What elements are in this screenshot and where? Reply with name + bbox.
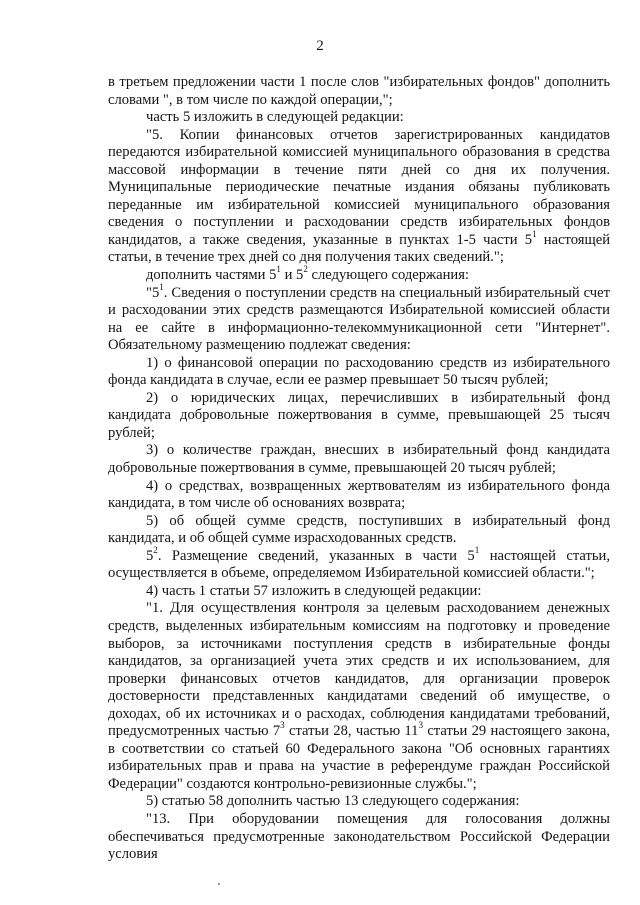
superscript-index: 3 [418, 720, 423, 731]
paragraph: $5^2$. Размещение сведений, указанных в части $5^1$ настоящей статьи, осуществляется в объеме, определяемом Избирательной комиссией области."; [108, 545, 610, 582]
paragraph: "5. Копии финансовых отчетов зарегистрированных кандидатов передаются избирательной комиссией муниципального образования в средства массовой информации в течение пяти дней со дня их получения. Муниципальные периодические печатные издания обязаны публиковать переданные им избирательной комиссией муниципального образования сведения о поступлении и расходовании средств избирательных фондов кандидатов, а также сведения, указанные в пунктах 1-5 части $5^1$ настоящей статьи, в течение трех дней со дня получения таких сведений."; [108, 126, 610, 266]
paragraph: 4) о средствах, возвращенных жертвователям из избирательного фонда кандидата, в том числе об основаниях возврата; [108, 477, 610, 512]
superscript-index: 2 [303, 264, 308, 275]
scan-speck [218, 883, 220, 885]
paragraph: 4) часть 1 статьи 57 изложить в следующей редакции: [146, 582, 482, 599]
paragraph: 5) статью 58 дополнить частью 13 следующего содержания: [146, 793, 520, 810]
paragraph: 1) о финансовой операции по расходованию средств из избирательного фонда кандидата в случае, если ее размер превышает 50 тысяч рублей; [108, 354, 610, 389]
superscript-index: 2 [153, 545, 158, 556]
superscript-index: 3 [280, 720, 285, 731]
paragraph: 5) об общей сумме средств, поступивших в избирательный фонд кандидата, и об общей сумме израсходованных средств. [108, 512, 610, 547]
superscript-index: 1 [276, 264, 281, 275]
superscript-index: 1 [474, 545, 480, 556]
paragraph: в третьем предложении части 1 после слов "избирательных фондов" дополнить словами ", в том числе по каждой операции,"; [108, 74, 610, 108]
page-number: 2 [316, 38, 324, 54]
paragraph: дополнить частями $5^1$ и $5^2$ следующего содержания: [146, 264, 469, 284]
paragraph: 2) о юридических лицах, перечисливших в избирательный фонд кандидата добровольные пожертвования в сумме, превышающей 25 тысяч рублей; [108, 389, 610, 441]
paragraph: "$5^1$. Сведения о поступлении средств на специальный избирательный счет и расходовании этих средств размещаются Избирательной комиссией области на ее сайте в информационно-телекоммуникационной сети "Интернет". Обязательному размещению подлежат сведения: [108, 281, 610, 354]
paragraph: "13. При оборудовании помещения для голосования должны обеспечиваться предусмотренные законодательством Российской Федерации условия [108, 810, 610, 863]
paragraph: часть 5 изложить в следующей редакции: [146, 109, 404, 126]
paragraph: 3) о количестве граждан, внесших в избирательный фонд кандидата добровольные пожертвования в сумме, превышающей 20 тысяч рублей; [108, 442, 610, 477]
paragraph: "1. Для осуществления контроля за целевым расходованием денежных средств, выделенных избирательным комиссиям на подготовку и проведение выборов, за источниками поступления средств в избирательные фонды кандидатов, за организацией учета этих средств и их использованием, для проверки финансовых отчетов кандидатов, для организации проверок достоверности представленных кандидатами сведений об имуществе, о доходах, об их источниках и о расходах, соблюдения кандидатами требований, предусмотренных частью $7^3$ статьи 28, частью $11^3$ статьи 29 настоящего закона, в соответствии со статьей 60 Федерального закона "Об основных гарантиях избирательных прав и права на участие в референдуме граждан Российской Федерации" создаются контрольно-ревизионные службы."; [108, 600, 610, 792]
document-body [108, 74, 610, 864]
superscript-index: 1 [532, 229, 537, 240]
superscript-index: 1 [159, 281, 164, 292]
